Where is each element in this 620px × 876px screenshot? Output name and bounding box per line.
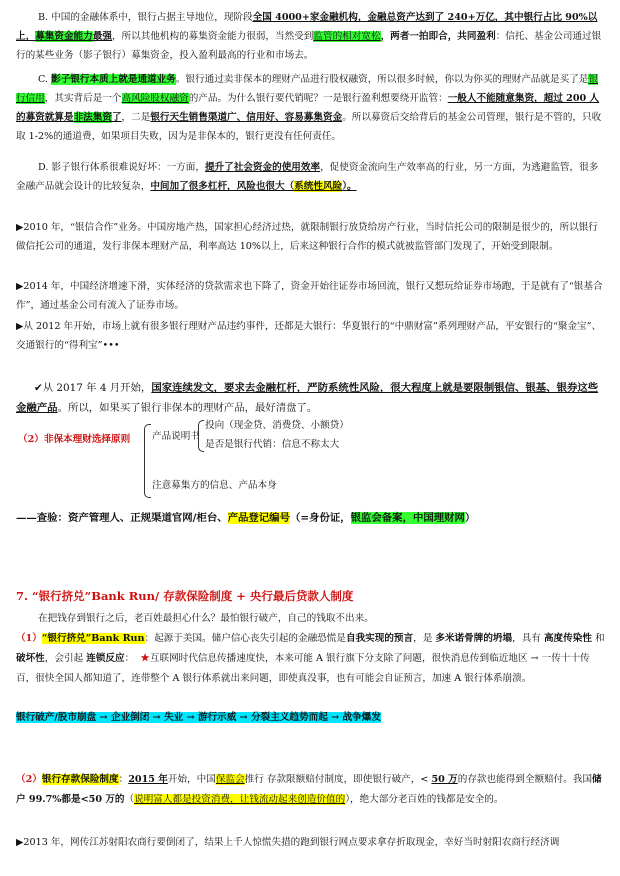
principle-sub-1: 投向（现金贷、消费贷、小额贷）: [205, 420, 349, 431]
bullet-2014: [16, 277, 606, 315]
text: B. 中国的金融体系中，银行占据主导地位，现阶段: [38, 12, 253, 23]
text: ，二是: [121, 112, 151, 123]
highlight: 保监会: [215, 774, 245, 785]
text: ，所以其他机构的募集资金能力很弱，当然受到: [111, 31, 314, 42]
principles-label: （2）非保本理财选择原则: [18, 434, 131, 445]
text: （1）: [16, 633, 42, 644]
principle-item-2: 注意募集方的信息、产品本身: [152, 480, 277, 491]
highlight: 银行存款保险制度: [41, 774, 119, 785]
text: ▶2010 年，“银信合作”业务。中国房地产热，国家担心经济过热，就限制银行放贷给房产行业，当时信托公司的限制是很少的，所以银行做信托公司的通道，发行非保本理财产品，利率高达 10%以上，后来这种银行合作的模式就被监管部门发现了，开始受到限制。: [16, 222, 598, 252]
text: 自我实现的预言: [345, 633, 414, 644]
text: ，其实背后是一个: [44, 93, 122, 104]
text: ：: [124, 653, 135, 664]
highlight: 高风险股权融资: [121, 93, 189, 104]
text: （: [124, 794, 135, 805]
principle-item-1: 产品说明书: [152, 431, 200, 442]
brace-outer: [144, 424, 151, 498]
text: ，会引起: [44, 653, 87, 664]
text: 和: [591, 633, 605, 644]
text: 2015 年: [128, 774, 168, 785]
text: 中间加了很多杠杆，风险也很大（: [150, 181, 295, 192]
text: D. 影子银行体系很难说好坏：一方面，: [38, 162, 205, 173]
highlight: 影子银行本质上就是通道业务: [51, 74, 176, 85]
text: （=身份证，: [289, 512, 351, 524]
text: ，具有: [512, 633, 544, 644]
text: ，两者一拍即合，共同盈利: [380, 31, 496, 42]
highlight: 银行破产/股市崩盘 → 企业倒闭 → 失业 → 游行示威 → 分裂主义趋势而起 → 战争爆发: [16, 712, 381, 723]
section-7-intro: [16, 609, 606, 628]
highlight: 银监会备案，中国理财网: [350, 512, 465, 524]
text: 了: [111, 112, 122, 123]
lookup-line: [16, 509, 606, 528]
text: 银行天生销售渠道广、信用好、容易募集资金: [150, 112, 343, 123]
text: 。银行通过卖非保本的理财产品进行股权融资，所以很多时候，你以为你买的理财产品就是买了是: [175, 74, 589, 85]
text: 。所以募资后交给背后的基金公司管理，银行是不管的，只收取 1-2%的通道费，如果项目失败，因为是非保本的，银行更没有任何责任。: [16, 112, 602, 142]
text: ），绝大部分老百姓的钱都是安全的。: [345, 794, 504, 805]
highlight: 银行信用: [16, 74, 598, 104]
highlight: 监管的相对宽松: [313, 31, 381, 42]
text: 的产品。为什么银行要代销呢？一是银行盈利想要绕开监管：: [188, 93, 448, 104]
deposit-insurance-paragraph: [16, 770, 606, 810]
text: 储户 99.7%都是<50 万的: [16, 774, 602, 805]
text: 连锁反应: [86, 653, 125, 664]
text: ✔从 2017 年 4 月开始，: [34, 382, 152, 394]
text: ，是: [413, 633, 436, 644]
highlight: “银行挤兑”Bank Run: [41, 633, 145, 644]
highlight: 募集资金能力: [35, 31, 93, 42]
brace-inner: [198, 420, 204, 452]
text: ）: [464, 512, 476, 524]
text: ：信托、基金公司通过银行的某些业务（影子银行）募集资金，投入盈利最高的行业和市场去。: [16, 31, 602, 61]
text: C.: [38, 74, 52, 85]
text: （2）: [16, 774, 42, 785]
highlight: 说明富人都是投资消费，让钱流动起来创造价值的: [134, 794, 346, 805]
text: 国家连续发文，要求去金融杠杆，严防系统性风险，很大程度上就是要限制银信、银基、银券这些金融产品: [16, 382, 599, 414]
text: 在把钱存到银行之后，老百姓最担心什么？最怕银行破产，自己的钱取不出来。: [38, 613, 374, 624]
bullet-2010: [16, 218, 606, 256]
text: 最强: [92, 31, 112, 42]
text: 推行 存款限额赔付制度，即使银行破产，<: [244, 774, 432, 785]
text: ——查验：资产管理人、正规渠道官网/柜台、: [16, 512, 228, 524]
text: 互联网时代信息传播速度快，本来可能 A 银行旗下分支除了问题，很快消息传到临近地区 → 一传十十传百，很快全国人都知道了，连带整个 A 银行体系就出来问题，即使真没事，也有可能会自证预言，加速 A 银行体系崩溃。: [16, 653, 590, 684]
paragraph-b: [16, 8, 606, 65]
text: 多米诺骨牌的坍塌: [435, 633, 513, 644]
text: ）。: [342, 181, 357, 192]
text: 破坏性: [16, 653, 45, 664]
text: 开始，中国: [167, 774, 216, 785]
text: 50 万: [431, 774, 458, 785]
text: ▶2013 年，网传江苏射阳农商行要倒闭了，结果上千人惊慌失措的跑到银行网点要求拿存折取现金，幸好当时射阳农商行经济调: [16, 837, 560, 848]
principle-sub-2: 是否是银行代销：信息不称太大: [205, 439, 340, 450]
text: ▶2014 年，中国经济增速下滑，实体经济的贷款需求也下降了，资金开始往证券市场回流，银行又想玩给证券市场跑，于是就有了“银基合作”，通过基金公司有流入了证券市场。: [16, 281, 603, 311]
text: 全国 4000+家金融机构，金融总资产达到了 240+万亿，其中银行占比 90%以上，: [16, 12, 598, 42]
consequence-chain: [16, 708, 606, 727]
text: 高度传染性: [543, 633, 592, 644]
check-paragraph: [16, 378, 606, 418]
bullet-2013: [16, 833, 606, 852]
section-7-title: 7. “银行挤兑”Bank Run/ 存款保险制度 + 央行最后贷款人制度: [16, 589, 354, 603]
highlight: 系统性风险: [294, 181, 343, 192]
text: ，促使资金流向生产效率高的行业，另一方面，为逃避监管，很多金融产品就会设计的比较复杂，: [16, 162, 599, 192]
text: ：起源于美国。储户信心丧失引起的金融恐慌是: [144, 633, 346, 644]
paragraph-d: [16, 158, 606, 196]
star-icon: ★: [140, 653, 150, 664]
highlight: 产品登记编号: [227, 512, 290, 524]
text: 提升了社会资金的使用效率: [204, 162, 321, 173]
bank-run-paragraph: [16, 629, 606, 689]
text: 的存款也能得到全额赔付。我国: [457, 774, 593, 785]
text: ：: [118, 774, 129, 785]
text: ▶从 2012 年开始，市场上就有很多银行理财产品违约事件，还都是大银行：华夏银行的“中鼎财富”系列理财产品，平安银行的“聚金宝”、交通银行的“得利宝”•••: [16, 321, 602, 351]
paragraph-c: [16, 70, 606, 146]
bullet-2012: [16, 317, 606, 355]
text: 一般人不能随意集资，超过 200 人的募资就算是: [16, 93, 600, 123]
highlight: 非法集资: [73, 112, 112, 123]
text: 。所以，如果买了银行非保本的理财产品，最好清盘了。: [57, 402, 318, 414]
